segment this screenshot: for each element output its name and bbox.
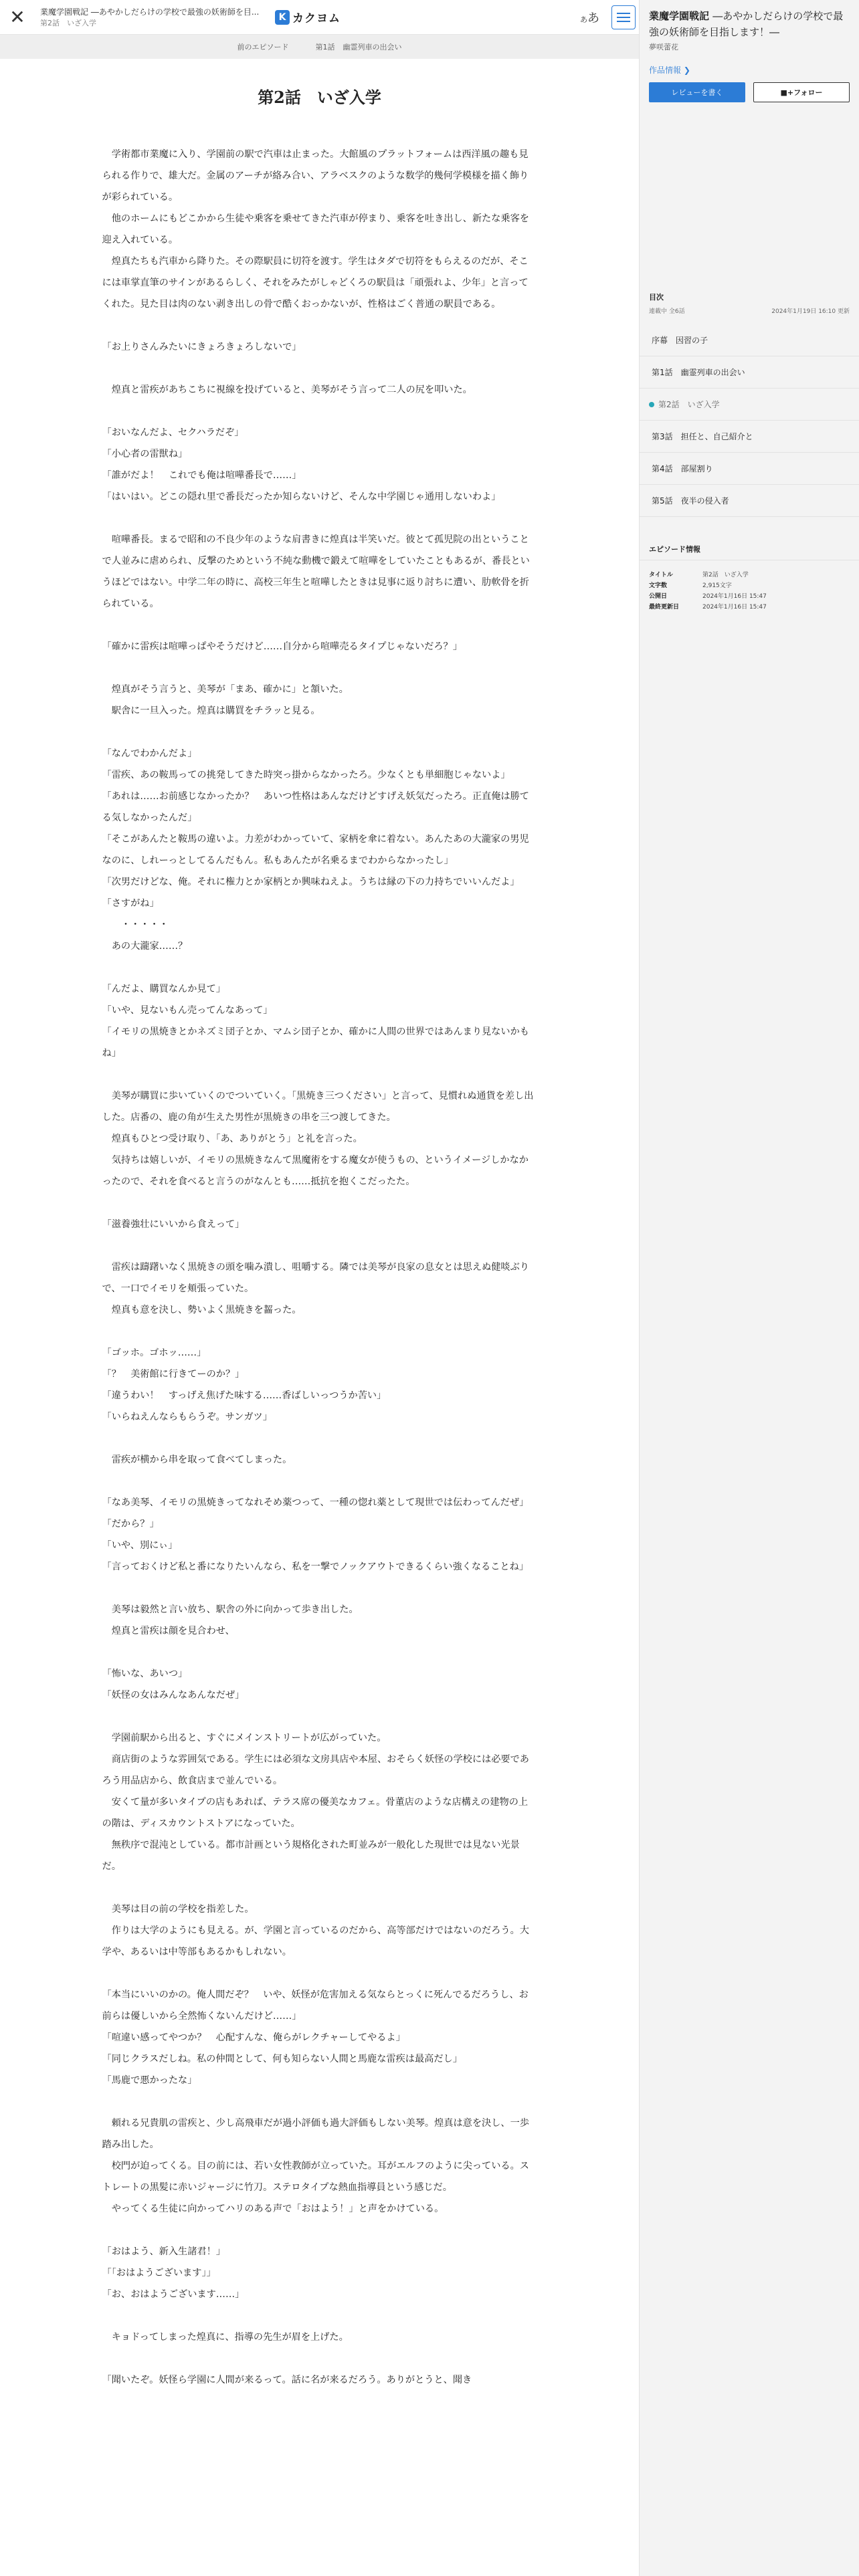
- follow-button[interactable]: ■ + フォロー: [753, 82, 850, 102]
- episode-title: 第2話 いざ入学: [258, 88, 381, 107]
- episode-info-table: [640, 560, 859, 613]
- body-paragraph: 美琴が購買に歩いていくのでついていく。「黒焼き三つください」と言って、見慣れぬ通貨を差し出した。店番の、鹿の角が生えた男性が黒焼きの串を三つ渡してきた。: [102, 1091, 534, 1123]
- episode-info-key: タイトル: [649, 572, 673, 578]
- font-settings-button[interactable]: ああ: [580, 11, 599, 25]
- work-actions: [649, 82, 850, 102]
- body-paragraph: [102, 508, 537, 529]
- body-paragraph: [102, 1706, 537, 1727]
- body-paragraph: [102, 2348, 537, 2369]
- body-paragraph: 「滋養強壮にいいから食えって」: [102, 1219, 245, 1230]
- menu-icon[interactable]: [611, 5, 636, 29]
- body-paragraph: [102, 1877, 537, 1899]
- body-paragraph: 「雷疾、あの鞍馬っての挑発してきた時突っ掛からなかったろ。少なくとも単細胞じゃないよ」: [102, 770, 510, 780]
- prev-episode-title[interactable]: 幽霊列車の出会い: [343, 43, 402, 51]
- body-paragraph: 頼れる兄貴肌の雷疾と、少し高飛車だが過小評価も過大評価もしない美琴。煌真は意を決し、一歩踏み出した。: [102, 2118, 529, 2150]
- body-paragraph: 「怖いな、あいつ」: [102, 1669, 188, 1679]
- body-paragraph: 煌真と雷疾があちこちに視線を投げていると、美琴がそう言って二人の尻を叩いた。: [102, 385, 472, 395]
- toc-item-label: 第1話 幽霊列車の出会い: [652, 368, 745, 377]
- body-paragraph: 「そこがあんたと鞍馬の違いよ。力差がわかっていて、家柄を傘に着ない。あんたあの大瀧家の男児なのに、しれーっとしてるんだもん。私もあんたが名乗るまでわからなかったし」: [102, 834, 529, 866]
- episode-info-value: 2,915文字: [702, 582, 732, 589]
- toc-item[interactable]: [640, 324, 859, 356]
- episode-main: [0, 59, 639, 2391]
- body-paragraph: 「違うわい！ すっげえ焦げた味する……香ばしいっつうか苦い」: [102, 1390, 387, 1401]
- body-paragraph: 「おはよう、新入生諸君！」: [102, 2246, 225, 2257]
- toc-updated: 2024年1月19日 16:10 更新: [771, 308, 850, 315]
- episode-info-heading: エピソード情報: [640, 544, 859, 560]
- body-paragraph: 「馬鹿で悪かったな」: [102, 2075, 197, 2086]
- body-paragraph: 煌真も意を決し、勢いよく黒焼きを齧った。: [102, 1305, 302, 1315]
- toc-meta: [640, 306, 859, 315]
- episode-info-key: 最終更新日: [649, 604, 680, 611]
- toc-item[interactable]: [640, 453, 859, 485]
- body-paragraph: 美琴は目の前の学校を指差した。: [102, 1904, 254, 1915]
- episode-info-row: [649, 602, 850, 613]
- body-paragraph: 「聞いたぞ。妖怪ら学園に人間が来るって。話に名が来るだろう。ありがとうと、聞き: [102, 2375, 472, 2385]
- body-paragraph: 安くて量が多いタイプの店もあれば、テラス席の優美なカフェ。骨董店のような店構えの建物の上の階は、ディスカウントストアになっていた。: [102, 1797, 529, 1829]
- body-paragraph: 学術都市業魔に入り、学園前の駅で汽車は止まった。大館風のプラットフォームは西洋風の趣も見られる作りで、雄大だ。金属のアーチが絡み合い、アラベスクのような数学的幾何学模様を描く飾りが彩られている。: [102, 149, 529, 203]
- body-paragraph: [102, 1471, 537, 1492]
- episode-info: [640, 544, 859, 613]
- body-paragraph: 喧嘩番長。まるで昭和の不良少年のような肩書きに煌真は半笑いだ。彼とて孤児院の出ということで人並みに虐められ、反撃のためという不純な動機で鍛えて喧嘩をしていたこともあるが、番長というほどではない。中学二年の時に、高校三年生と喧嘩したときは見事に返り討ちに遭い、肋軟骨を折られている。: [102, 534, 530, 609]
- episode-info-row: [649, 580, 850, 591]
- body-paragraph: 「だから？」: [102, 1519, 159, 1529]
- body-paragraph: 「妖怪の女はみんなあんなだぜ」: [102, 1690, 245, 1701]
- body-paragraph: 「？ 美術館に行きてーのか？」: [102, 1369, 245, 1380]
- body-paragraph: 「「おはようございます」」: [102, 2268, 216, 2278]
- top-header: [0, 0, 639, 35]
- body-paragraph: [102, 615, 537, 636]
- body-paragraph: 「お上りさんみたいにきょろきょろしないで」: [102, 342, 302, 352]
- body-paragraph: 煌真がそう言うと、美琴が「まあ、確かに」と頷いた。: [102, 684, 349, 695]
- body-paragraph: 美琴は毅然と言い放ち、駅舎の外に向かって歩き出した。: [102, 1604, 359, 1615]
- body-paragraph: [102, 1963, 537, 1984]
- body-paragraph: [102, 722, 537, 743]
- body-paragraph: 他のホームにもどこかから生徒や乗客を乗せてきた汽車が停まり、乗客を吐き出し、新たな乗客を迎え入れている。: [102, 213, 529, 245]
- body-paragraph: 雷疾が横から串を取って食べてしまった。: [102, 1455, 292, 1465]
- current-episode-dot-icon: [649, 402, 654, 407]
- header-titles: [40, 7, 271, 28]
- body-paragraph: キョドってしまった煌真に、指導の先生が眉を上げた。: [102, 2332, 349, 2343]
- body-paragraph: 校門が迫ってくる。目の前には、若い女性教師が立っていた。耳がエルフのように尖っている。ストレートの黒髪に赤いジャージに竹刀。ステロタイプな熱血指導員という感じだ。: [102, 2161, 529, 2193]
- body-paragraph: 学園前駅から出ると、すぐにメインストリートが広がっていた。: [102, 1733, 387, 1743]
- body-paragraph: [102, 2305, 537, 2327]
- body-paragraph: 「確かに雷疾は喧嘩っぱやそうだけど……自分から喧嘩売るタイプじゃないだろ？」: [102, 641, 462, 652]
- episode-body: [102, 144, 537, 2391]
- body-paragraph: 気持ちは嬉しいが、イモリの黒焼きなんて黒魔術をする魔女が使うもの、というイメージしかなかったので、それを食べると言うのがなんとも……抵抗を抱くこだったた。: [102, 1155, 529, 1187]
- close-icon[interactable]: ✕: [9, 6, 25, 28]
- toc-list: [640, 324, 859, 517]
- body-paragraph: [102, 1192, 537, 1214]
- toc-item[interactable]: [640, 356, 859, 389]
- body-paragraph: 「本当にいいのかの。俺人間だぞ？ いや、妖怪が危害加える気ならとっくに死んでるだろうし、お前らは優しいから全然怖くないんだけど……」: [102, 1990, 529, 2022]
- prev-episode-link[interactable]: 前のエピソード: [237, 43, 289, 51]
- toc-item-label: 序幕 因習の子: [652, 336, 708, 345]
- body-paragraph: 「いや、見ないもん売ってんなあって」: [102, 1005, 273, 1016]
- prev-episode-number[interactable]: 第1話: [315, 43, 335, 51]
- body-paragraph: やってくる生徒に向かってハリのある声で「おはよう！」と声をかけている。: [102, 2204, 444, 2214]
- toc-item-label: 第2話 いざ入学: [658, 400, 720, 409]
- body-paragraph: [102, 1235, 537, 1257]
- body-paragraph: 「次男だけどな、俺。それに権力とか家柄とか興味ねえよ。うちは縁の下の力持ちでいいんだよ」: [102, 877, 520, 887]
- body-paragraph: 雷疾は躊躇いなく黒焼きの頭を噛み潰し、咀嚼する。隣では美琴が良家の息女とは思えぬ健啖ぶりで、一口でイモリを頬張っていた。: [102, 1262, 529, 1294]
- episode-info-value: 第2話 いざ入学: [702, 572, 749, 578]
- body-paragraph: ・・・・・: [102, 920, 169, 930]
- chevron-right-icon: ❯: [683, 66, 690, 75]
- body-paragraph: [102, 401, 537, 422]
- toc-item[interactable]: [640, 421, 859, 453]
- body-paragraph: 煌真たちも汽車から降りた。その際駅員に切符を渡す。学生はタダで切符をもらえるのだが、そこには車掌直筆のサインがあるらしく、それをみたがしゃどくろの駅員は「頑張れよ、少年」と言ってくれた。見た目は肉のない剥き出しの骨で酷くおっかないが、性格はごく普通の駅員である。: [102, 256, 529, 310]
- episode-info-value: 2024年1月16日 15:47: [702, 593, 767, 600]
- toc-item-label: 第4話 部屋割り: [652, 464, 713, 473]
- body-paragraph: 「なあ美琴、イモリの黒焼きってなれそめ薬つって、一種の惚れ薬として現世では伝わってんだぜ」: [102, 1497, 529, 1508]
- body-paragraph: 「あれは……お前感じなかったか？ あいつ性格はあんなだけどすげえ妖気だったろ。正直俺は勝てる気しなかったんだ」: [102, 791, 529, 823]
- body-paragraph: 「お、おはようございます……」: [102, 2289, 245, 2300]
- body-paragraph: [102, 1064, 537, 1085]
- body-paragraph: あの大瀧家……？: [102, 941, 188, 952]
- logo-mark-icon: K: [275, 10, 290, 25]
- header-work-title[interactable]: 業魔学園戦記 ―あやかしだらけの学校で最強の妖術師を目...: [40, 7, 260, 17]
- episode-nav: [0, 35, 639, 59]
- body-paragraph: [102, 957, 537, 978]
- body-paragraph: 「いらねえんならもらうぞ。サンガツ」: [102, 1412, 272, 1422]
- toc-item[interactable]: [640, 389, 859, 421]
- body-paragraph: 「同じクラスだしね。私の仲間として、何も知らない人間と馬鹿な雷疾は最高だし」: [102, 2054, 462, 2064]
- write-review-button[interactable]: レビューを書く: [649, 82, 745, 102]
- work-title-main: 業魔学園戦記: [649, 10, 710, 22]
- episode-info-value: 2024年1月16日 15:47: [702, 604, 767, 611]
- body-paragraph: 「さすがね」: [102, 898, 159, 909]
- body-paragraph: 「喧違い感ってやつか？ 心配すんな、俺らがレクチャーしてやるよ」: [102, 2032, 405, 2043]
- body-paragraph: 「いや、別にぃ」: [102, 1540, 178, 1551]
- body-paragraph: [102, 657, 537, 679]
- body-paragraph: [102, 1642, 537, 1663]
- episode-info-row: [649, 591, 850, 602]
- body-paragraph: [102, 1428, 537, 1449]
- body-paragraph: 「小心者の雷獣ね」: [102, 449, 188, 459]
- body-paragraph: 煌真もひとつ受け取り、「あ、ありがとう」と礼を言った。: [102, 1134, 363, 1144]
- body-paragraph: [102, 1578, 537, 1599]
- toc-heading: 目次: [649, 293, 664, 302]
- toc-item-label: 第5話 夜半の侵入者: [652, 496, 729, 506]
- body-paragraph: 作りは大学のようにも見える。が、学園と言っているのだから、高等部だけではないのだろう。大学や、あるいは中等部もあるかもしれない。: [102, 1925, 529, 1957]
- body-paragraph: 「イモリの黒焼きとかネズミ団子とか、マムシ団子とか、確かに人間の世界ではあんまり見ないかもね」: [102, 1027, 529, 1059]
- body-paragraph: 「誰がだよ！ これでも俺は喧嘩番長で……」: [102, 470, 302, 481]
- episode-info-key: 公開日: [649, 593, 668, 600]
- author-name[interactable]: 夢咲蕾花: [649, 43, 678, 51]
- body-paragraph: 無秩序で混沌としている。都市計画という規格化された町並みが一般化した現世では見ない光景だ。: [102, 1840, 520, 1872]
- body-paragraph: 「んだよ、購買なんか見て」: [102, 984, 225, 994]
- table-of-contents: [640, 292, 859, 517]
- header-episode-title: 第2話 いざ入学: [40, 18, 96, 27]
- kakuyomu-logo[interactable]: [275, 9, 341, 25]
- body-paragraph: [102, 2091, 537, 2113]
- body-paragraph: 商店街のような雰囲気である。学生には必須な文房具店や本屋、おそらく妖怪の学校には必要であろう用品店から、飲食店まで並んでいる。: [102, 1754, 529, 1786]
- body-paragraph: 駅舎に一旦入った。煌真は購買をチラッと見る。: [102, 706, 320, 716]
- body-paragraph: 「おいなんだよ、セクハラだぞ」: [102, 427, 244, 438]
- body-paragraph: 「ゴッホ。ゴホッ……」: [102, 1348, 207, 1358]
- body-paragraph: 煌真と雷疾は顔を見合わせ、: [102, 1626, 235, 1636]
- sidebar: [639, 0, 859, 2576]
- work-title-sub: ―あやかしだらけの学校で最強の妖術師を目指します！―: [649, 10, 844, 38]
- episode-info-row: [649, 570, 850, 580]
- body-paragraph: 「言っておくけど私と番になりたいんなら、私を一撃でノックアウトできるくらい強くなることね」: [102, 1562, 529, 1572]
- body-paragraph: [102, 315, 537, 336]
- body-paragraph: 「なんでわかんだよ」: [102, 748, 197, 759]
- body-paragraph: [102, 358, 537, 379]
- work-title[interactable]: [649, 8, 850, 40]
- header-right-tools: [580, 0, 641, 35]
- episode-info-key: 文字数: [649, 582, 668, 589]
- logo-text: カクヨム: [292, 12, 341, 25]
- body-paragraph: [102, 1321, 537, 1342]
- work-info: [640, 0, 859, 102]
- plus-icon: +: [787, 88, 794, 97]
- toc-episode-count: 連載中 全6話: [649, 308, 685, 315]
- toc-item[interactable]: [640, 485, 859, 517]
- follow-icon: ■: [780, 88, 787, 97]
- work-info-link[interactable]: 作品情報 ❯: [649, 66, 690, 75]
- body-paragraph: 「はいはい。どこの隠れ里で番長だったか知らないけど、そんな中学園じゃ通用しないわよ」: [102, 492, 501, 502]
- body-paragraph: [102, 2220, 537, 2241]
- toc-item-label: 第3話 担任と、自己紹介と: [652, 432, 753, 441]
